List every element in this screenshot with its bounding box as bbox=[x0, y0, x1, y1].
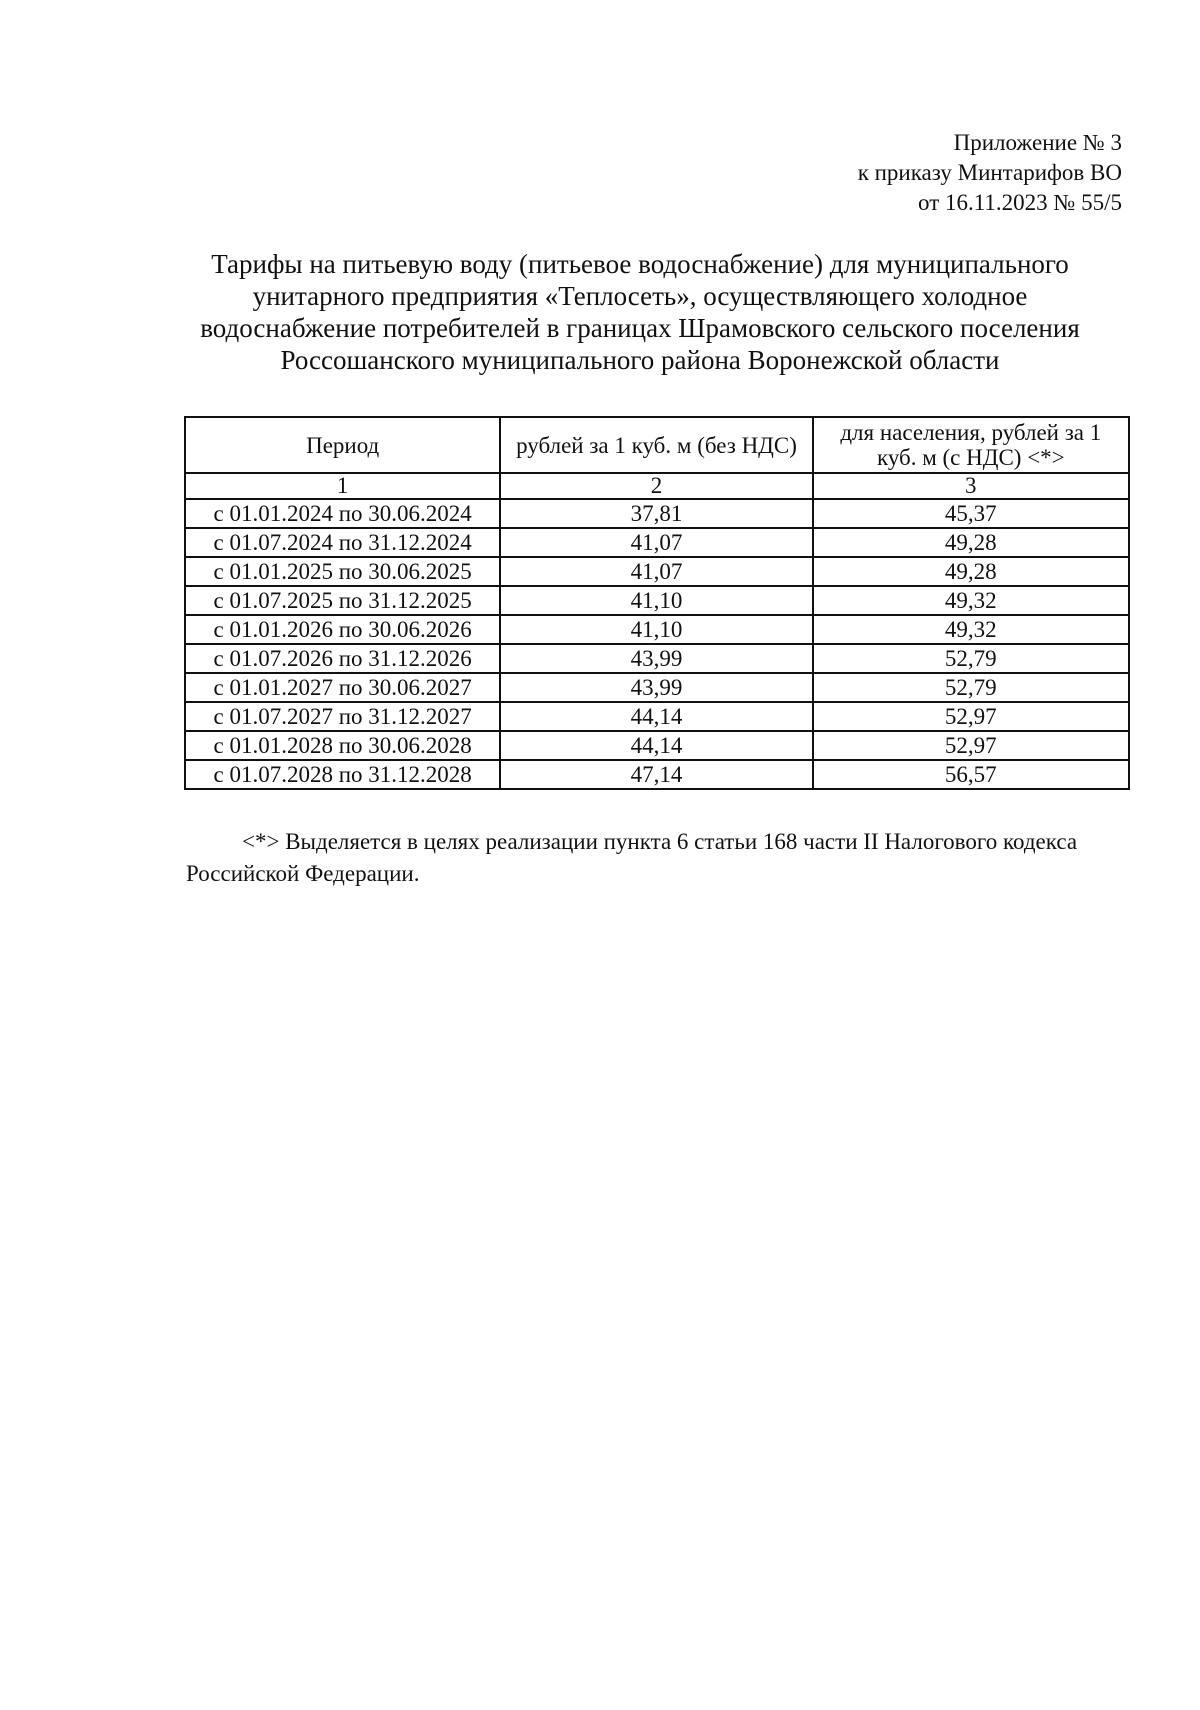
price-without-vat-cell: 43,99 bbox=[500, 673, 812, 702]
price-with-vat-cell: 56,57 bbox=[813, 760, 1129, 789]
column-number: 2 bbox=[500, 473, 812, 499]
price-with-vat-cell: 49,32 bbox=[813, 615, 1129, 644]
table-row bbox=[185, 499, 1129, 528]
table-header-row bbox=[185, 417, 1129, 473]
table-row bbox=[185, 557, 1129, 586]
period-cell: с 01.07.2027 по 31.12.2027 bbox=[185, 702, 500, 731]
price-with-vat-cell: 52,79 bbox=[813, 644, 1129, 673]
footnote bbox=[186, 826, 1132, 890]
header-period: Период bbox=[185, 417, 500, 473]
price-without-vat-cell: 37,81 bbox=[500, 499, 812, 528]
period-cell: с 01.01.2024 по 30.06.2024 bbox=[185, 499, 500, 528]
period-cell: с 01.01.2028 по 30.06.2028 bbox=[185, 731, 500, 760]
period-cell: с 01.07.2026 по 31.12.2026 bbox=[185, 644, 500, 673]
period-cell: с 01.01.2027 по 30.06.2027 bbox=[185, 673, 500, 702]
appendix-number: Приложение № 3 bbox=[953, 130, 1122, 155]
period-cell: с 01.07.2025 по 31.12.2025 bbox=[185, 586, 500, 615]
table-row bbox=[185, 528, 1129, 557]
price-without-vat-cell: 44,14 bbox=[500, 702, 812, 731]
period-cell: с 01.01.2026 по 30.06.2026 bbox=[185, 615, 500, 644]
column-number: 1 bbox=[185, 473, 500, 499]
column-number-row bbox=[185, 473, 1129, 499]
title-line: Тарифы на питьевую воду (питьевое водоснабжение) для муниципального bbox=[211, 249, 1069, 279]
title-line: унитарного предприятия «Теплосеть», осуществляющего холодное bbox=[252, 281, 1028, 311]
appendix-reference bbox=[858, 128, 1122, 218]
header-price-population-with-vat: для населения, рублей за 1 куб. м (с НДС) <*> bbox=[813, 417, 1129, 473]
price-with-vat-cell: 52,79 bbox=[813, 673, 1129, 702]
price-without-vat-cell: 41,07 bbox=[500, 528, 812, 557]
footnote-line: <*> Выделяется в целях реализации пункта 6 статьи 168 части II Налогового кодекса bbox=[242, 829, 1078, 854]
title-line: Россошанского муниципального района Воронежской области bbox=[280, 345, 1000, 375]
price-with-vat-cell: 49,28 bbox=[813, 557, 1129, 586]
period-cell: с 01.01.2025 по 30.06.2025 bbox=[185, 557, 500, 586]
tariff-table bbox=[184, 416, 1130, 790]
table-row bbox=[185, 702, 1129, 731]
table-row bbox=[185, 586, 1129, 615]
period-cell: с 01.07.2028 по 31.12.2028 bbox=[185, 760, 500, 789]
appendix-order-reference: к приказу Минтарифов ВО bbox=[857, 160, 1122, 185]
document-title bbox=[160, 248, 1120, 376]
price-without-vat-cell: 44,14 bbox=[500, 731, 812, 760]
header-price-without-vat: рублей за 1 куб. м (без НДС) bbox=[500, 417, 812, 473]
price-without-vat-cell: 41,10 bbox=[500, 586, 812, 615]
price-with-vat-cell: 52,97 bbox=[813, 702, 1129, 731]
price-without-vat-cell: 43,99 bbox=[500, 644, 812, 673]
table-row bbox=[185, 731, 1129, 760]
price-with-vat-cell: 49,32 bbox=[813, 586, 1129, 615]
table-row bbox=[185, 644, 1129, 673]
price-without-vat-cell: 47,14 bbox=[500, 760, 812, 789]
period-cell: с 01.07.2024 по 31.12.2024 bbox=[185, 528, 500, 557]
table-row bbox=[185, 760, 1129, 789]
column-number: 3 bbox=[813, 473, 1129, 499]
price-with-vat-cell: 45,37 bbox=[813, 499, 1129, 528]
table-row bbox=[185, 615, 1129, 644]
price-without-vat-cell: 41,10 bbox=[500, 615, 812, 644]
footnote-line: Российской Федерации. bbox=[186, 861, 420, 886]
appendix-order-date: от 16.11.2023 № 55/5 bbox=[918, 190, 1122, 215]
title-line: водоснабжение потребителей в границах Шрамовского сельского поселения bbox=[200, 313, 1080, 343]
price-with-vat-cell: 49,28 bbox=[813, 528, 1129, 557]
price-without-vat-cell: 41,07 bbox=[500, 557, 812, 586]
table-row bbox=[185, 673, 1129, 702]
price-with-vat-cell: 52,97 bbox=[813, 731, 1129, 760]
